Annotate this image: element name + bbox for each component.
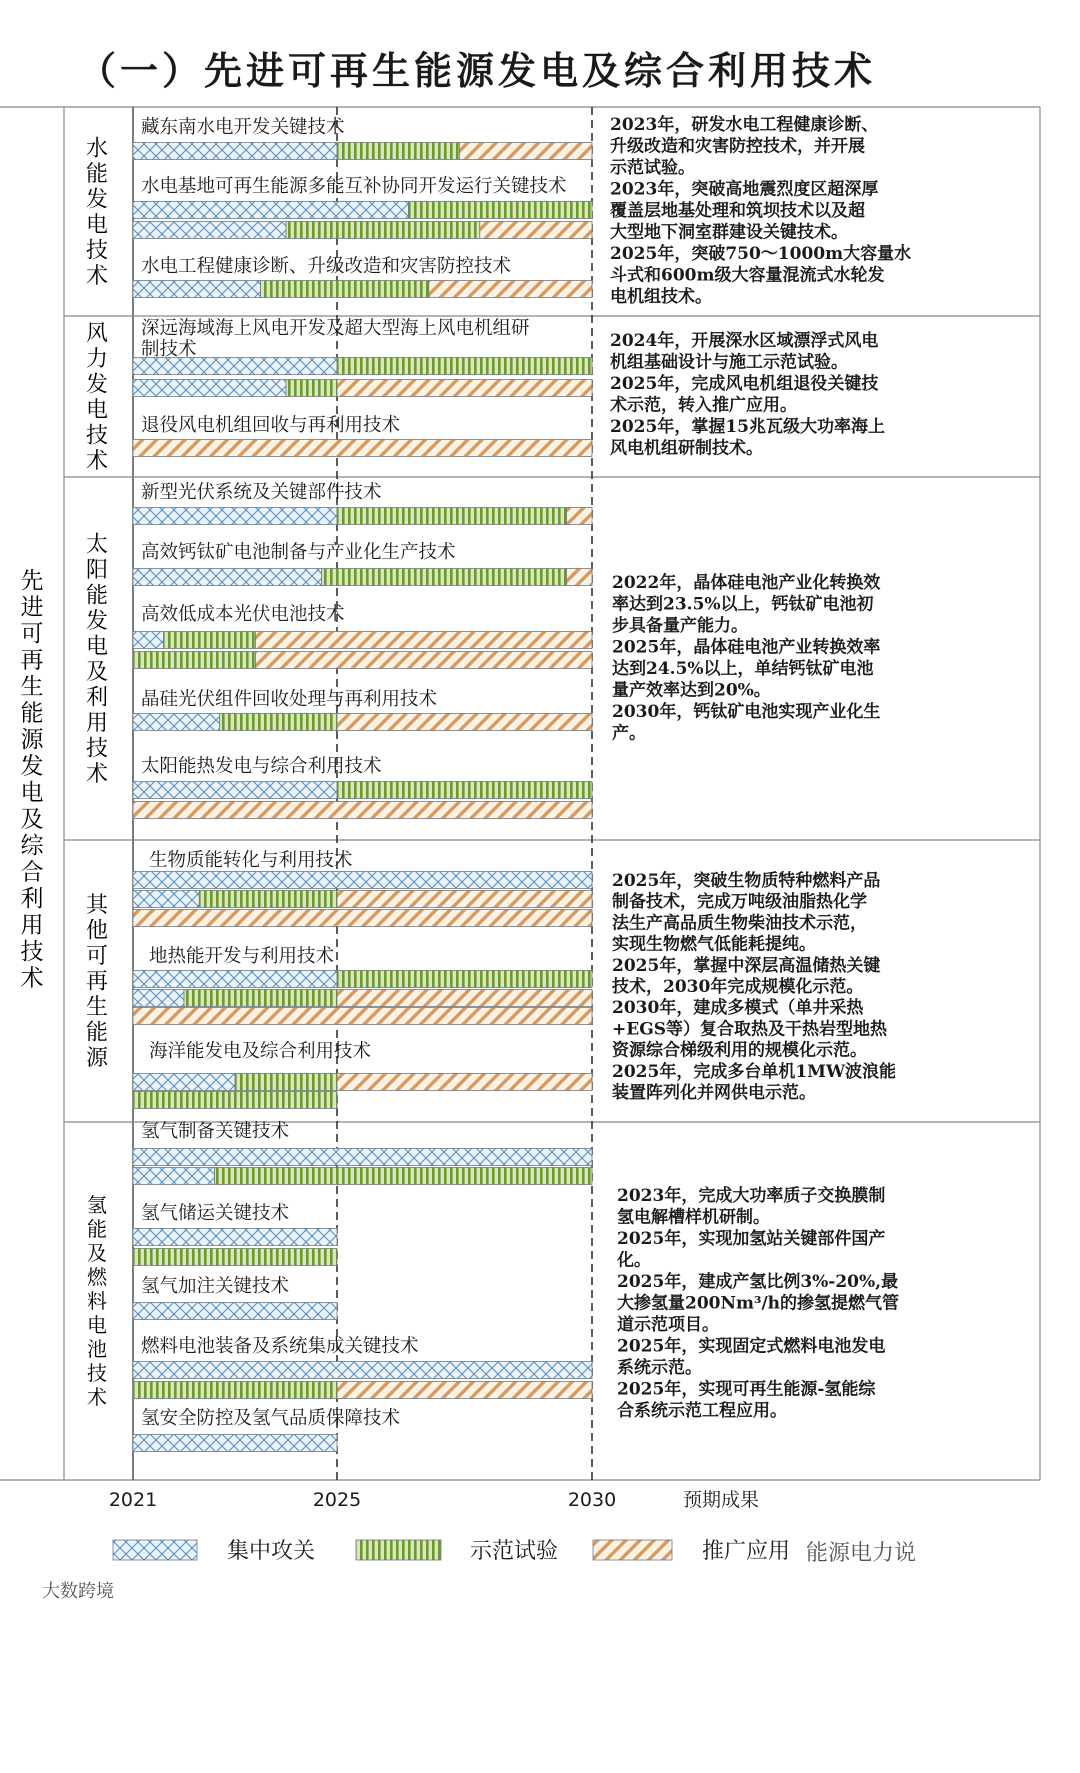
x-tick-label: 2025 [312,1489,362,1511]
outcome-line: 升级改造和灾害防控技术，并开展 [610,136,865,157]
group-name-char: 技 [87,1361,107,1386]
gantt-bar-demo [220,714,337,731]
group-name-char: 氢 [87,1193,107,1218]
outcome-line: 2024年，开展深水区域漂浮式风电 [610,331,879,351]
gantt-bar-focus [133,872,592,889]
gantt-bar-focus [133,143,337,160]
tech-name: 水电工程健康诊断、升级改造和灾害防控技术 [141,256,512,277]
outcome-line: 步具备量产能力。 [612,616,748,636]
gantt-bar-focus [133,1168,215,1185]
outcome-line: 电机组技术。 [610,287,712,307]
gantt-bar-promo [133,1008,592,1025]
outcome-line: 化。 [617,1250,651,1271]
group-name-char: 电 [85,212,109,238]
gantt-bar-demo [261,281,429,298]
group-name-char: 发 [85,608,109,634]
outcome-line: 氢电解槽样机研制。 [617,1207,770,1228]
group-name-char: 源 [85,1046,109,1072]
gantt-bar-demo [133,1249,337,1266]
group-name-char: 术 [85,263,109,289]
tech-name: 氢安全防控及氢气品质保障技术 [141,1408,401,1429]
group-name-char: 可 [85,944,109,970]
gantt-bar-focus [133,380,286,397]
outcome-line: 2025年，掌握15兆瓦级大功率海上 [610,417,885,437]
outcome-line: 2025年，完成风电机组退役关键技 [610,374,879,394]
gantt-bar-demo [184,990,337,1007]
outcome-line: 覆盖层地基处理和筑坝技术以及超 [610,201,865,221]
gantt-bar-promo [567,508,593,525]
outcome-line: 率达到23.5%以上，钙钛矿电池初 [612,594,874,615]
gantt-bar-focus [133,971,337,988]
gantt-bar-demo [337,782,592,799]
group-name-char: 其 [85,893,109,919]
x-tick-label: 2021 [108,1489,158,1511]
gantt-bar-promo [337,990,592,1007]
gantt-bar-demo [337,508,567,525]
x-tick-label: 2030 [567,1489,617,1511]
outcome-line: 2025年，实现加氢站关键部件国产 [617,1229,886,1249]
group-name-char: 及 [87,1241,107,1266]
gantt-bar-focus [133,202,408,219]
group-name-char: 技 [85,736,109,762]
group-name-char: 电 [85,397,109,423]
group-name-char: 用 [85,710,109,736]
legend-swatch-demo [356,1540,441,1560]
tech-name-cont: 制技术 [141,339,197,360]
tech-name: 燃料电池装备及系统集成关键技术 [141,1336,419,1357]
outcome-line: 实现生物燃气低能耗提纯。 [612,934,816,955]
gantt-bar-focus [133,1149,592,1166]
tech-name: 氢气加注关键技术 [141,1276,290,1297]
group-name-char: 能 [85,1020,109,1046]
legend-label: 示范试验 [470,1539,559,1564]
row-header-char: 发 [20,753,44,780]
watermark-left: 大数跨境 [42,1581,114,1602]
group-name-char: 再 [85,969,109,995]
outcome-line: 装置阵列化并网供电示范。 [612,1083,816,1103]
legend-swatch-focus [113,1540,197,1560]
gantt-bar-focus [133,1074,235,1091]
outcome-line: 量产效率达到20%。 [612,680,771,701]
gantt-bar-promo [255,652,592,669]
gantt-bar-demo [408,202,592,219]
group-name-char: 水 [85,136,109,162]
gantt-bar-focus [133,1303,337,1320]
outcome-line: 合系统示范工程应用。 [617,1401,787,1421]
group-name-char: 风 [85,321,109,347]
group-name-char: 能 [85,583,109,609]
gantt-bar-focus [133,990,184,1007]
tech-name: 水电基地可再生能源多能互补协同开发运行关键技术 [141,176,567,197]
gantt-bar-promo [337,891,592,908]
tech-name: 藏东南水电开发关键技术 [141,117,345,138]
legend-label: 推广应用 [702,1539,791,1564]
row-header-char: 用 [20,912,44,939]
gantt-bar-demo [337,358,592,375]
outcome-line: 术示范，转入推广应用。 [610,395,797,416]
outcome-line: 斗式和600m级大容量混流式水轮发 [610,265,885,286]
row-header-char: 技 [20,939,44,965]
tech-name: 氢气制备关键技术 [141,1121,290,1142]
gantt-bar-demo [286,380,337,397]
gantt-bar-demo [286,222,480,239]
gantt-bar-focus [133,714,220,731]
row-header-char: 能 [20,700,44,727]
gantt-bar-focus [133,222,286,239]
gantt-bar-promo [480,222,592,239]
group-name-char: 技 [85,423,109,449]
row-header-char: 源 [20,727,44,753]
gantt-bar-promo [255,632,592,649]
outcome-line: 大掺氢量200Nm³/h的掺氢提燃气管 [617,1293,900,1314]
gantt-bar-focus [133,632,164,649]
gantt-bar-demo [133,1092,337,1109]
group-name-char: 发 [85,187,109,213]
gantt-bar-focus [133,569,322,586]
gantt-bar-demo [164,632,256,649]
group-name-char: 利 [85,685,109,711]
tech-name: 地热能开发与利用技术 [149,946,335,967]
gantt-bar-promo [429,281,592,298]
outcome-line: 风电机组研制技术。 [610,438,763,459]
row-header-char: 综 [20,833,44,859]
outcome-line: 2025年，建成产氢比例3%-20%,最 [617,1272,899,1292]
outcome-line: 2025年，突破750～1000m大容量水 [610,244,912,264]
gantt-bar-focus [133,891,199,908]
outcome-line: 2025年，晶体硅电池产业转换效率 [612,637,881,658]
tech-name: 高效低成本光伏电池技术 [141,604,345,625]
gantt-bar-demo [215,1168,592,1185]
row-header-char: 生 [20,674,44,700]
row-header-char: 先 [20,568,44,594]
outcome-line: 示范试验。 [610,158,695,178]
gantt-bar-promo [133,802,592,819]
outcome-line: 2025年，实现可再生能源-氢能综 [617,1379,876,1400]
tech-name: 生物质能转化与利用技术 [149,850,353,871]
group-name-char: 他 [85,918,109,944]
group-name-char: 生 [85,995,109,1021]
row-header-char: 利 [20,886,44,912]
group-name-char: 电 [85,634,109,660]
gantt-bar-focus [133,358,337,375]
group-name-char: 阳 [85,557,109,583]
gantt-bar-focus [133,1362,592,1379]
gantt-bar-focus [133,782,337,799]
tech-name: 退役风电机组回收与再利用技术 [141,415,401,436]
tech-name: 氢气储运关键技术 [141,1203,290,1224]
outcome-line: 机组基础设计与施工示范试验。 [610,352,848,373]
outcome-line: 技术，2030年完成规模化示范。 [612,977,864,997]
legend-swatch-promo [593,1540,672,1560]
gantt-bar-demo [235,1074,337,1091]
gantt-bar-promo [459,143,592,160]
row-header-char: 合 [20,859,44,886]
gantt-bar-promo [337,1382,592,1399]
gantt-bar-focus [133,1229,337,1246]
row-header-char: 进 [20,594,44,621]
outcome-line: 资源综合梯级利用的规模化示范。 [612,1040,867,1061]
gantt-bar-demo [337,143,459,160]
outcome-line: 道示范项目。 [617,1315,719,1335]
gantt-bar-promo [133,440,592,457]
group-name-char: 发 [85,372,109,398]
gantt-bar-focus [133,281,261,298]
outcome-line: 大型地下洞室群建设关键技术。 [610,222,848,243]
gantt-bar-demo [133,1382,337,1399]
gantt-bar-demo [337,971,592,988]
page-title: （一）先进可再生能源发电及综合利用技术 [78,49,877,93]
gantt-bar-focus [133,1435,337,1452]
group-name-char: 池 [87,1337,107,1362]
group-name-char: 及 [85,659,109,685]
gantt-bar-focus [133,508,337,525]
tech-name: 新型光伏系统及关键部件技术 [141,482,382,503]
outcome-line: 2025年，实现固定式燃料电池发电 [617,1336,886,1357]
tech-name: 晶硅光伏组件回收处理与再利用技术 [141,689,438,710]
outcome-line: 2023年，突破高地震烈度区超深厚 [610,179,879,200]
outcome-line: 2025年，突破生物质特种燃料产品 [612,871,881,891]
group-name-char: 技 [85,238,109,264]
group-name-char: 电 [87,1313,107,1338]
row-header-char: 及 [20,806,44,833]
watermark-right: 能源电力说 [806,1541,917,1566]
tech-name: 海洋能发电及综合利用技术 [149,1041,372,1062]
tech-name: 太阳能热发电与综合利用技术 [141,756,382,777]
group-name-char: 术 [85,761,109,787]
row-header-char: 电 [20,780,44,806]
outcome-line: +EGS等）复合取热及干热岩型地热 [612,1019,887,1040]
outcome-line: 2022年，晶体硅电池产业化转换效 [612,573,881,593]
row-header-char: 术 [20,965,44,992]
outcome-line: 法生产高品质生物柴油技术示范， [612,913,867,934]
outcome-line: 2025年，掌握中深层高温储热关键 [612,955,881,976]
tech-name: 高效钙钛矿电池制备与产业化生产技术 [141,542,456,563]
outcome-line: 2030年，建成多模式（单井采热 [612,998,864,1019]
row-header-char: 可 [20,621,44,647]
group-name-char: 太 [85,532,109,558]
gantt-bar-demo [199,891,337,908]
group-name-char: 术 [85,448,109,474]
gantt-bar-promo [337,714,592,731]
group-name-char: 力 [85,346,109,372]
group-name-char: 料 [87,1289,107,1314]
group-name-char: 术 [87,1385,107,1410]
outcome-line: 制备技术，完成万吨级油脂热化学 [612,892,867,913]
outcome-line: 产。 [612,723,646,744]
outcome-line: 系统示范。 [617,1358,702,1378]
gantt-bar-promo [337,380,592,397]
outcome-line: 2023年，完成大功率质子交换膜制 [617,1186,886,1206]
outcome-line: 达到24.5%以上，单结钙钛矿电池 [612,659,874,679]
gantt-bar-demo [322,569,567,586]
gantt-bar-demo [133,652,255,669]
gantt-bar-promo [337,1074,592,1091]
legend-label: 集中攻关 [227,1539,316,1564]
outcome-line: 2023年，研发水电工程健康诊断、 [610,115,879,135]
group-name-char: 能 [85,161,109,187]
tech-name: 深远海域海上风电开发及超大型海上风电机组研 [141,318,530,339]
row-header-char: 再 [20,647,44,674]
outcome-line: 2025年，完成多台单机1MW波浪能 [612,1061,897,1082]
group-name-char: 能 [87,1217,107,1242]
gantt-bar-promo [567,569,593,586]
outcome-line: 2030年，钙钛矿电池实现产业化生 [612,702,881,722]
group-name-char: 燃 [87,1265,107,1290]
gantt-bar-promo [133,910,592,927]
outcome-header: 预期成果 [683,1489,760,1511]
